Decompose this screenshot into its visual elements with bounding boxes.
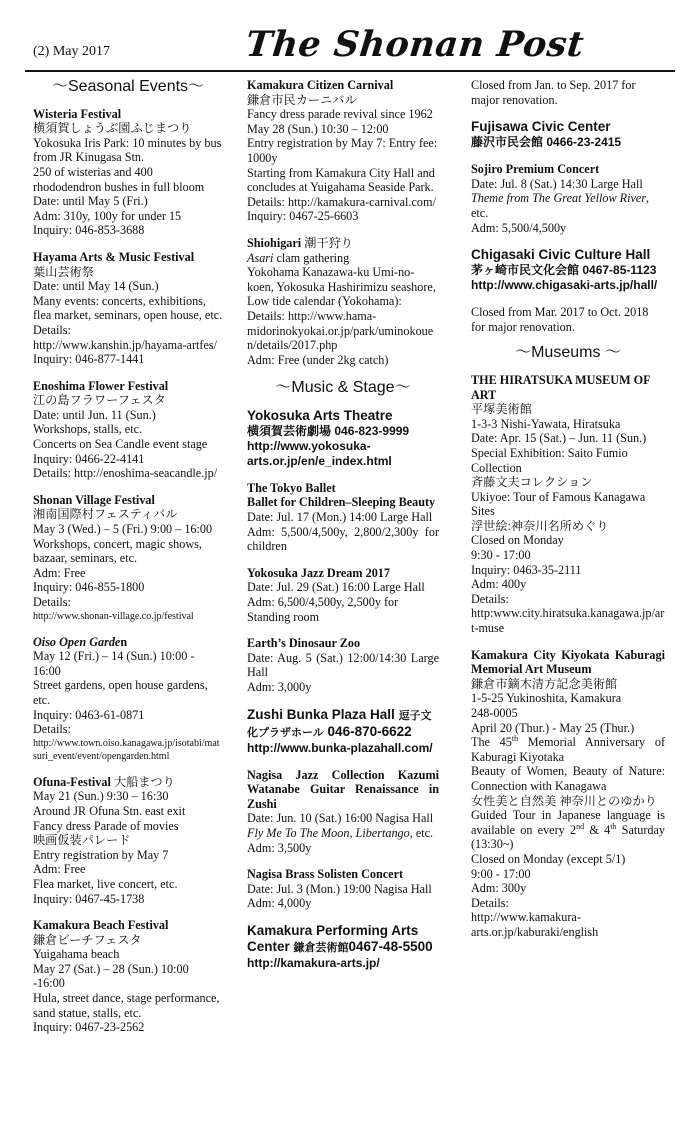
event-body xyxy=(247,651,439,695)
venue-name: Chigasaki Civic Culture Hall xyxy=(471,247,651,263)
italic-text: Theme from The Great Yellow River xyxy=(471,191,647,206)
event-line: Workshops, concert, magic shows, bazaar, seminars, etc. xyxy=(33,536,202,566)
text-line: Date: Jul. 3 (Mon.) 19:00 Nagisa Hall xyxy=(247,881,432,896)
event-line: May 21 (Sun.) 9:30 – 16:30 xyxy=(33,789,169,804)
event-line: Date: until May 14 (Sun.) xyxy=(33,279,159,294)
event-line: Hula, street dance, stage performance, sand statue, stalls, etc. xyxy=(33,991,220,1020)
text-line: 斉藤文夫コレクション xyxy=(471,475,593,490)
museum-title: THE HIRATSUKA MUSEUM OF ART xyxy=(471,372,651,402)
text: The 45 xyxy=(471,735,512,750)
event-line: Adm: Free xyxy=(33,862,86,877)
venue-zushi-bunka-plaza xyxy=(247,707,439,756)
event-line: Many events: concerts, exhibitions, flea market, seminars, open house, etc. xyxy=(33,293,223,323)
event-title-jp: 潮干狩り xyxy=(301,235,353,250)
museum-body xyxy=(471,764,665,808)
venue-jp-name: 鎌倉芸術館 xyxy=(293,941,349,954)
event-line: Inquiry: 046-853-3688 xyxy=(33,223,145,238)
event-line: 江の島フラワーフェスタ xyxy=(33,393,166,408)
event-title xyxy=(33,775,223,790)
seasonal-events-list xyxy=(33,107,223,1035)
text-line: Details: xyxy=(471,895,509,910)
event-body xyxy=(247,93,439,224)
text-line: Low tide calendar (Yokohama): Details: http://www.hama-midorinokyokai.or.jp/park/uminokouen/details/2017.php xyxy=(247,294,434,353)
seasonal-event xyxy=(33,107,223,238)
event-line: Inquiry: 0466-22-4141 xyxy=(33,451,145,466)
superscript: th xyxy=(610,821,617,831)
venue-url-link[interactable]: http://kamakura-arts.jp/ xyxy=(247,955,380,970)
text-line: 女性美と自然美 神奈川とのゆかり xyxy=(471,793,657,808)
closed-notice: Closed from Mar. 2017 to Oct. 2018 for major renovation. xyxy=(471,305,649,334)
event-line: http://www.kanshin.jp/hayama-artfes/ xyxy=(33,337,218,352)
event-line: 映画仮装パレード xyxy=(33,833,131,848)
event-line: Date: until May 5 (Fri.) xyxy=(33,194,148,209)
section-heading-music: ～Music & Stage～ xyxy=(275,379,411,397)
text-line: Date: Jul. 29 (Sat.) 16:00 Large Hall xyxy=(247,580,425,595)
event-title-jp: 大船まつり xyxy=(110,774,175,789)
event-line: Date: until Jun. 11 (Sun.) xyxy=(33,407,156,422)
event-title xyxy=(33,918,223,933)
seasonal-event xyxy=(33,493,223,623)
event-line: Concerts on Sea Candle event stage xyxy=(33,437,208,452)
event-body xyxy=(247,510,439,554)
event-kamakura-carnival xyxy=(247,78,439,224)
event-nagisa-brass xyxy=(247,867,439,911)
event-line: Date: Jun. 10 (Sat.) 16:00 Nagisa Hall xyxy=(247,811,434,826)
event-title xyxy=(33,635,223,650)
event-line: 250 of wisterias and 400 rhododendron bushes in full bloom xyxy=(33,164,205,194)
event-shiohigari xyxy=(247,236,439,367)
event-line: , etc. xyxy=(471,191,650,220)
venue-name: Kamakura Performing Arts Center xyxy=(247,922,419,954)
event-title-tail: n xyxy=(120,634,128,649)
museum-body xyxy=(471,677,665,735)
italic-text: Asari xyxy=(247,250,274,265)
event-title-text: Hayama Arts & Music Festival xyxy=(33,249,195,264)
event-line: , etc. xyxy=(409,825,434,840)
event-title xyxy=(33,250,223,265)
museum-title: Kamakura City Kiyokata Kaburagi Memorial Art Museum xyxy=(471,647,665,677)
text-line: 9:00 - 17:00 xyxy=(471,866,531,881)
event-line: May 27 (Sat.) – 28 (Sun.) 10:00 -16:00 xyxy=(33,961,189,991)
museum-hiratsuka xyxy=(471,373,665,636)
column-middle xyxy=(247,78,439,983)
guided-tour-line xyxy=(471,808,665,852)
event-title-text: Wisteria Festival xyxy=(33,106,122,121)
venue-phone: 046-870-6622 xyxy=(327,723,412,739)
event-body xyxy=(247,265,439,367)
text-line: Date: Jul. 17 (Mon.) 14:00 Large Hall xyxy=(247,510,433,525)
event-line: 横須賀しょうぶ園ふじまつり xyxy=(33,121,192,136)
venue-jp-name: 茅ヶ崎市民文化会館 xyxy=(471,263,580,278)
event-line: Date: Jul. 8 (Sat.) 14:30 Large Hall xyxy=(471,176,643,191)
text: Guided Tour in Japanese language is available on every 2 xyxy=(471,808,665,837)
event-line: 湘南国際村フェスティバル xyxy=(33,507,178,522)
event-line: Details: xyxy=(33,722,71,737)
text-line: Details: xyxy=(471,591,509,606)
text-line: Adm: 3,000y xyxy=(247,680,312,694)
header-rule xyxy=(25,70,675,72)
event-title-text: Enoshima Flower Festival xyxy=(33,378,169,393)
event-title: The Tokyo Ballet xyxy=(247,480,336,495)
event-title: Sojiro Premium Concert xyxy=(471,162,600,177)
text-line: 鎌倉市鏑木清方記念美術館 xyxy=(471,676,618,691)
anniversary-line xyxy=(471,735,665,764)
text-line: Adm: Free (under 2kg catch) xyxy=(247,352,389,367)
text: Saturday (13:30~) xyxy=(471,822,665,852)
venue-phone: 0467-85-1123 xyxy=(582,263,657,278)
text-line: Adm: 400y xyxy=(471,577,527,592)
text-line: Beauty of Women, Beauty of Nature: Connection with Kanagawa xyxy=(471,764,665,793)
text-line: April 20 (Thur.) - May 25 (Thur.) xyxy=(471,720,635,735)
event-line: May 12 (Fri.) – 14 (Sun.) 10:00 - 16:00 xyxy=(33,649,195,678)
text-line: http:www.city.hiratsuka.kanagawa.jp/art-muse xyxy=(471,606,665,636)
column-right xyxy=(471,78,665,952)
text-line: 浮世絵:神奈川名所めぐり xyxy=(471,518,609,533)
text: & 4 xyxy=(584,822,611,837)
venue-url-link[interactable]: http://www.yokosuka-arts.or.jp/en/e_index.html xyxy=(247,438,392,468)
event-title-text: Kamakura Beach Festival xyxy=(33,918,169,933)
event-line: Adm: 5,500/4,500y xyxy=(471,220,567,235)
event-line: 鎌倉ビーチフェスタ xyxy=(33,932,142,947)
text-line: Closed on Monday xyxy=(471,533,564,548)
venue-jp-name: 横須賀芸術劇場 xyxy=(247,423,332,438)
event-title: Earth’s Dinosaur Zoo xyxy=(247,636,361,651)
seasonal-event xyxy=(33,635,223,763)
event-line: Details: http://enoshima-seacandle.jp/ xyxy=(33,466,218,481)
event-title xyxy=(33,107,223,122)
section-heading-museums: ～Museums ～ xyxy=(515,344,621,362)
event-url[interactable]: http://www.shonan-village.co.jp/festival xyxy=(33,610,194,622)
event-line: Around JR Ofuna Stn. east exit xyxy=(33,803,186,818)
event-line: Adm: 3,500y xyxy=(247,840,312,855)
event-line: 葉山芸術祭 xyxy=(33,264,94,279)
venue-phone: 0466-23-2415 xyxy=(546,135,622,150)
event-nagisa-jazz xyxy=(247,768,439,856)
venue-name: Fujisawa Civic Center xyxy=(471,119,611,135)
event-title: Nagisa Jazz Collection Kazumi Watanabe Guitar Renaissance in Zushi xyxy=(247,767,439,811)
event-line: Workshops, stalls, etc. xyxy=(33,422,143,437)
museum-body xyxy=(471,852,665,940)
event-title: Yokosuka Jazz Dream 2017 xyxy=(247,565,390,580)
event-title: Kamakura Citizen Carnival xyxy=(247,78,394,92)
text-line: Starting from Kamakura City Hall and concludes at Yuigahama Seaside Park. xyxy=(247,165,435,195)
event-line: Inquiry: 046-877-1441 xyxy=(33,352,145,367)
museum-kiyokata xyxy=(471,648,665,940)
column-seasonal-events xyxy=(33,78,223,1047)
event-line: May 3 (Wed.) – 5 (Fri.) 9:00 – 16:00 xyxy=(33,522,213,537)
event-sojiro-concert xyxy=(471,162,665,235)
event-line: Inquiry: 046-855-1800 xyxy=(33,580,145,595)
superscript: th xyxy=(511,734,519,744)
event-url[interactable]: http://www.town.oiso.kanagawa.jp/isotabi/matsuri_event/event/opengarden.html xyxy=(33,737,220,762)
text-line: Ukiyoe: Tour of Famous Kanagawa Sites xyxy=(471,489,646,519)
seasonal-event xyxy=(33,379,223,481)
superscript: nd xyxy=(576,821,585,831)
text-line: Date: Aug. 5 (Sat.) 12:00/14:30 Large Hall xyxy=(247,650,439,680)
event-line: Fancy dress Parade of movies xyxy=(33,818,179,833)
venue-kamakura-performing-arts xyxy=(247,923,439,971)
text-line: May 28 (Sun.) 10:30 – 12:00 xyxy=(247,121,389,136)
text-line: Details: http://kamakura-carnival.com/ xyxy=(247,194,436,209)
venue-chigasaki-civic xyxy=(471,247,665,293)
event-line: Details: xyxy=(33,595,71,609)
text-line: 1-5-25 Yukinoshita, Kamakura xyxy=(471,691,622,706)
event-tokyo-ballet xyxy=(247,481,439,554)
text-line: 1-3-3 Nishi-Yawata, Hiratsuka xyxy=(471,416,621,431)
event-title-text: Shonan Village Festival xyxy=(33,492,155,507)
venue-fujisawa-civic xyxy=(471,119,665,150)
venue-jp-name: 藤沢市民会館 xyxy=(471,135,544,150)
seasonal-event xyxy=(33,775,223,906)
event-line: Details: xyxy=(33,322,71,337)
seasonal-event xyxy=(33,250,223,367)
section-heading-seasonal: ～Seasonal Events～ xyxy=(51,78,205,95)
event-title xyxy=(33,379,223,394)
event-line: clam gathering xyxy=(273,250,350,265)
event-body xyxy=(247,580,439,624)
text-line: Yokohama Kanazawa-ku Umi-no-koen, Yokosuka Hashirimizu seashore, xyxy=(247,265,436,294)
event-line: Inquiry: 0467-45-1738 xyxy=(33,891,145,906)
text-line: 鎌倉市民カーニバル xyxy=(247,92,357,107)
venue-name: Zushi Bunka Plaza Hall xyxy=(247,706,395,722)
event-title: Nagisa Brass Solisten Concert xyxy=(247,867,404,882)
seasonal-event xyxy=(33,918,223,1035)
event-title xyxy=(33,493,223,508)
event-line: Adm: 310y, 100y for under 15 xyxy=(33,208,182,223)
text-line: Fancy dress parade revival since 1962 xyxy=(247,107,433,122)
venue-phone: 046-823-9999 xyxy=(334,423,410,438)
text-line: Adm: 5,500/4,500y, 2,800/2,300y for children xyxy=(247,524,439,554)
event-title-text: Ofuna-Festival xyxy=(33,774,111,789)
text-line: 平塚美術館 xyxy=(471,402,532,417)
event-line: Street gardens, open house gardens, etc. xyxy=(33,678,208,707)
italic-text: Fly Me To The Moon, Libertango xyxy=(247,825,410,840)
event-subtitle: Ballet for Children–Sleeping Beauty xyxy=(247,495,436,510)
text-line: Entry registration by May 7: Entry fee: 1000y xyxy=(247,136,438,165)
text-line: Adm: 6,500/4,500y, 2,500y for Standing room xyxy=(247,595,399,624)
text-line: Inquiry: 0463-35-2111 xyxy=(471,562,582,577)
text-line: 9:30 - 17:00 xyxy=(471,548,531,563)
museum-body xyxy=(471,402,665,636)
venue-name: Yokosuka Arts Theatre xyxy=(247,407,393,423)
event-title: Shiohigari xyxy=(247,235,302,250)
event-line: Adm: Free xyxy=(33,565,86,580)
issue-date: (2) May 2017 xyxy=(33,44,110,59)
text-line: 248-0005 xyxy=(471,706,518,720)
venue-yokosuka-arts-theatre xyxy=(247,408,439,469)
text-line: Date: Apr. 15 (Sat.) – Jun. 11 (Sun.) xyxy=(471,431,647,446)
venue-jp-name: 逗子文化プラザホール xyxy=(247,709,432,739)
text-line: Adm: 300y xyxy=(471,881,527,896)
masthead: The Shonan Post xyxy=(243,24,587,65)
event-line: Yuigahama beach xyxy=(33,947,120,962)
closed-notice: Closed from Jan. to Sep. 2017 for major renovation. xyxy=(471,78,636,107)
text-line: Special Exhibition: Saito Fumio Collection xyxy=(471,445,628,475)
venue-url-link[interactable]: http://www.bunka-plazahall.com/ xyxy=(247,740,433,755)
text-line: http://www.kamakura-arts.or.jp/kaburaki/english xyxy=(471,910,599,939)
event-jazz-dream xyxy=(247,566,439,624)
event-title-italic: Oiso Open Garde xyxy=(33,634,121,649)
venue-phone: 0467-48-5500 xyxy=(348,938,433,954)
event-line: Flea market, live concert, etc. xyxy=(33,876,178,891)
event-line: Inquiry: 0463-61-0871 xyxy=(33,707,145,722)
text: Memorial Anniversary of Kaburagi Kiyotaka xyxy=(471,735,666,764)
event-dinosaur-zoo xyxy=(247,636,439,694)
event-line: Entry registration by May 7 xyxy=(33,847,169,862)
event-line: Yokosuka Iris Park: 10 minutes by bus from JR Kinugasa Stn. xyxy=(33,135,222,165)
venue-url-link[interactable]: http://www.chigasaki-arts.jp/hall/ xyxy=(471,278,658,293)
event-body xyxy=(247,882,439,911)
text-line: Adm: 4,000y xyxy=(247,896,312,911)
text-line: Inquiry: 0467-25-6603 xyxy=(247,209,359,224)
event-line: Inquiry: 0467-23-2562 xyxy=(33,1020,145,1035)
text-line: Closed on Monday (except 5/1) xyxy=(471,851,626,866)
header xyxy=(0,0,700,70)
